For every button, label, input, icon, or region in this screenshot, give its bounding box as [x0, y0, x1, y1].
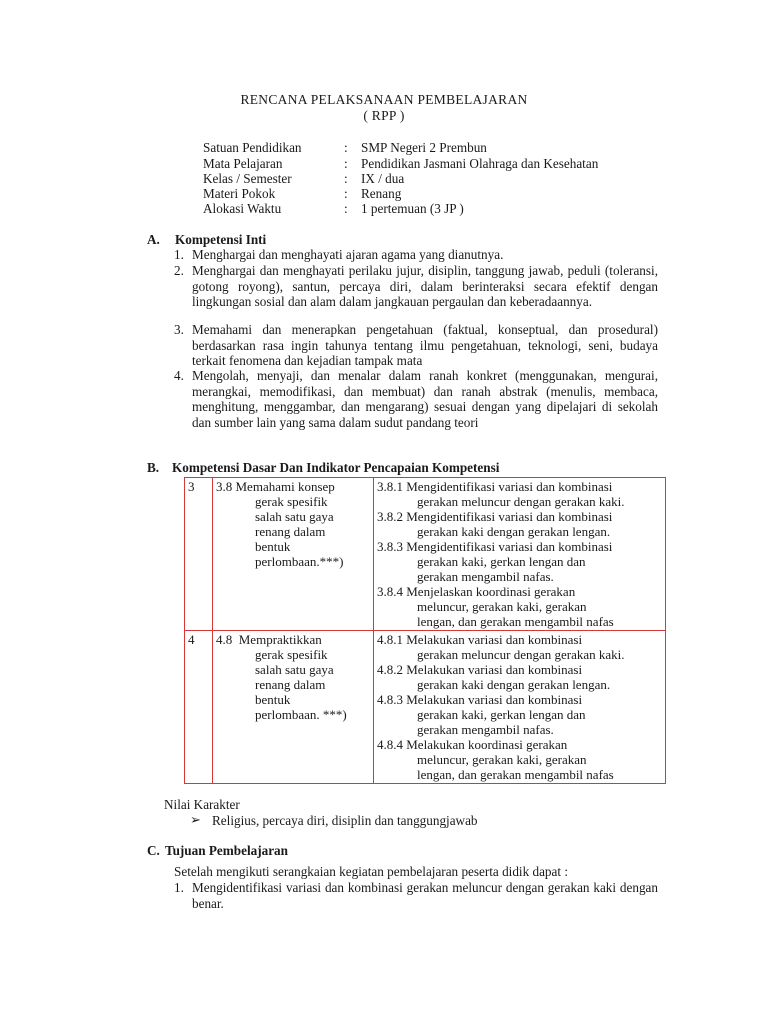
- ki-cell: [185, 631, 213, 784]
- identity-label: Alokasi Waktu: [203, 201, 282, 216]
- indicator-code: 3.8.2: [377, 509, 403, 524]
- section-a-heading: Kompetensi Inti: [175, 232, 267, 247]
- kd-line: gerak spesifik: [255, 647, 328, 662]
- identity-value: SMP Negeri 2 Prembun: [361, 140, 487, 155]
- indicator-code: 3.8.1: [377, 479, 403, 494]
- list-item-text: Menghargai dan menghayati perilaku jujur, disiplin, tanggung jawab, peduli (toleransi, gotong royong), santun, percaya diri, dalam berinteraksi secara efektif dengan lingkungan sosial dan alam dalam jangkauan pergaulan dan keberadaannya.: [192, 263, 658, 309]
- indicator: [377, 632, 662, 662]
- indicator-code: 4.8.3: [377, 692, 403, 707]
- identity-colon: :: [344, 171, 348, 186]
- kd-code: 4.8: [216, 632, 233, 647]
- kd-line: bentuk: [255, 692, 291, 707]
- identity-colon: :: [344, 140, 348, 155]
- section-a-letter: A.: [147, 232, 160, 247]
- indicator-code: 4.8.4: [377, 737, 403, 752]
- indicator: [377, 737, 662, 782]
- list-item-number: 1.: [174, 880, 184, 895]
- indicator-text: Melakukan variasi dan kombinasi: [406, 662, 583, 677]
- indicator-text: Melakukan variasi dan kombinasi: [406, 632, 583, 647]
- indicator-line: gerakan mengambil nafas.: [417, 722, 554, 737]
- kd-line: renang dalam: [255, 524, 326, 539]
- kd-rest: [216, 647, 370, 722]
- indicator-code: 4.8.1: [377, 632, 403, 647]
- indicator-text: Melakukan koordinasi gerakan: [406, 737, 568, 752]
- indicator-line: gerakan kaki dengan gerakan lengan.: [417, 524, 611, 539]
- list-item-number: 2.: [174, 263, 184, 278]
- kd-text: Mempraktikkan: [238, 632, 322, 647]
- indicator-line: gerakan kaki dengan gerakan lengan.: [417, 677, 611, 692]
- section-c-intro: Setelah mengikuti serangkaian kegiatan pembelajaran peserta didik dapat :: [174, 864, 569, 879]
- identity-label: Materi Pokok: [203, 186, 276, 201]
- kd-cell: [213, 631, 374, 784]
- indicator-code: 3.8.4: [377, 584, 403, 599]
- indicator-line: lengan, dan gerakan mengambil nafas: [417, 614, 614, 629]
- indicator-line: gerakan mengambil nafas.: [417, 569, 554, 584]
- indicator-line: gerakan kaki, gerkan lengan dan: [417, 554, 586, 569]
- list-item-text: Mengidentifikasi variasi dan kombinasi gerakan meluncur dengan gerakan kaki dengan benar.: [192, 880, 658, 911]
- indicator: [377, 692, 662, 737]
- identity-colon: :: [344, 156, 348, 171]
- indicator-text: Mengidentifikasi variasi dan kombinasi: [406, 539, 613, 554]
- document-subtitle: ( RPP ): [363, 108, 405, 123]
- table-row: [185, 478, 666, 631]
- identity-value: IX / dua: [361, 171, 405, 186]
- kd-line: gerak spesifik: [255, 494, 328, 509]
- kd-line: salah satu gaya: [255, 509, 334, 524]
- indicator: [377, 584, 662, 629]
- kd-text: Memahami konsep: [235, 479, 335, 494]
- identity-colon: :: [344, 201, 348, 216]
- indicator-text: Menjelaskan koordinasi gerakan: [406, 584, 576, 599]
- indicator-line: gerakan meluncur dengan gerakan kaki.: [417, 647, 625, 662]
- section-c-heading: Tujuan Pembelajaran: [165, 843, 288, 858]
- kd-line: salah satu gaya: [255, 662, 334, 677]
- indicator-text: Mengidentifikasi variasi dan kombinasi: [406, 509, 613, 524]
- indicator-text: Melakukan variasi dan kombinasi: [406, 692, 583, 707]
- identity-label: Satuan Pendidikan: [203, 140, 302, 155]
- indicator-line: meluncur, gerakan kaki, gerakan: [417, 752, 587, 767]
- kd-first-line: [216, 632, 370, 647]
- list-item-number: 3.: [174, 322, 184, 337]
- kd-line: renang dalam: [255, 677, 326, 692]
- kd-line: bentuk: [255, 539, 291, 554]
- nilai-karakter-label: Nilai Karakter: [164, 797, 240, 812]
- kd-line: perlombaan. ***): [255, 707, 347, 722]
- identity-label: Kelas / Semester: [203, 171, 292, 186]
- section-b-heading: Kompetensi Dasar Dan Indikator Pencapaian Kompetensi: [172, 460, 500, 475]
- indicator: [377, 479, 662, 509]
- indicator-line: lengan, dan gerakan mengambil nafas: [417, 767, 614, 782]
- ki-cell: [185, 478, 213, 631]
- kd-first-line: [216, 479, 370, 494]
- list-item-text: Menghargai dan menghayati ajaran agama yang dianutnya.: [192, 247, 504, 262]
- kd-line: perlombaan.***): [255, 554, 344, 569]
- section-c-letter: C.: [147, 843, 160, 858]
- indicator-text: Mengidentifikasi variasi dan kombinasi: [406, 479, 613, 494]
- list-item-text: Memahami dan menerapkan pengetahuan (faktual, konseptual, dan prosedural) berdasarkan rasa ingin tahunya tentang ilmu pengetahuan, teknologi, seni, budaya terkait fenomena dan kejadian tampak mata: [192, 322, 658, 368]
- ki-number: 4: [188, 632, 195, 647]
- list-item-text: Mengolah, menyaji, dan menalar dalam ranah konkret (menggunakan, mengurai, merangkai, memodifikasi, dan membuat) dan ranah abstrak (menulis, membaca, menghitung, menggambar, dan mengarang) sesuai dengan yang dipelajari di sekolah dan sumber lain yang sama dalam sudut pandang teori: [192, 368, 658, 430]
- identity-value: 1 pertemuan (3 JP ): [361, 201, 464, 216]
- indicator-line: meluncur, gerakan kaki, gerakan: [417, 599, 587, 614]
- indicator: [377, 662, 662, 692]
- identity-label: Mata Pelajaran: [203, 156, 283, 171]
- indicator: [377, 539, 662, 584]
- identity-colon: :: [344, 186, 348, 201]
- kd-cell: [213, 478, 374, 631]
- indicator-cell: [374, 631, 666, 784]
- nilai-karakter-text: Religius, percaya diri, disiplin dan tanggungjawab: [212, 813, 478, 828]
- kd-code: 3.8: [216, 479, 233, 494]
- indicator-code: 4.8.2: [377, 662, 403, 677]
- identity-value: Renang: [361, 186, 402, 201]
- indicator-cell: [374, 478, 666, 631]
- indicator-code: 3.8.3: [377, 539, 403, 554]
- indicator: [377, 509, 662, 539]
- kd-rest: [216, 494, 370, 569]
- document-title: RENCANA PELAKSANAAN PEMBELAJARAN: [240, 92, 528, 107]
- list-item-number: 4.: [174, 368, 184, 383]
- identity-value: Pendidikan Jasmani Olahraga dan Kesehatan: [361, 156, 599, 171]
- table-row: [185, 631, 666, 784]
- list-item-number: 1.: [174, 247, 184, 262]
- section-b-letter: B.: [147, 460, 160, 475]
- ki-number: 3: [188, 479, 195, 494]
- indicator-line: gerakan meluncur dengan gerakan kaki.: [417, 494, 625, 509]
- indicator-line: gerakan kaki, gerkan lengan dan: [417, 707, 586, 722]
- competency-table: [184, 477, 666, 784]
- bullet-arrow-icon: ➢: [190, 812, 202, 827]
